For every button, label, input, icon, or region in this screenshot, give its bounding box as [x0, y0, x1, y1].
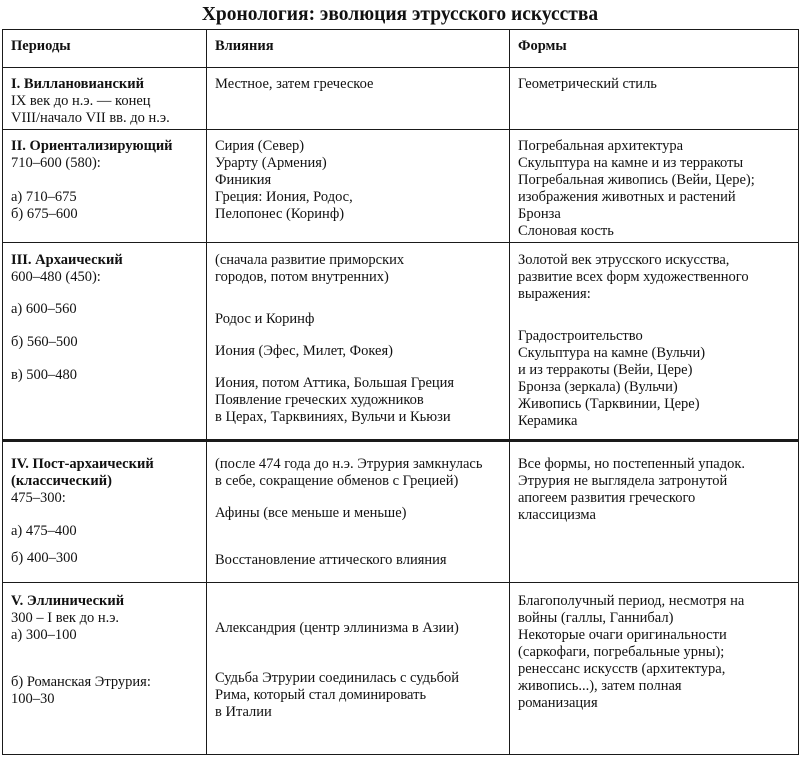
forms-cell — [510, 583, 799, 755]
header-forms: Формы — [510, 30, 799, 68]
forms-cell — [510, 243, 799, 441]
period-cell — [3, 441, 207, 583]
form-item: классицизма — [518, 507, 596, 523]
table-row-orientalizing — [3, 130, 799, 243]
form-item: Золотой век этрусского искусства, — [518, 252, 730, 268]
influence-item: Афины (все меньше и меньше) — [215, 505, 407, 521]
form-item: Некоторые очаги оригинальности — [518, 627, 727, 643]
subperiod: а) 300–100 — [11, 627, 77, 643]
period-dates: 600–480 (450): — [11, 269, 101, 285]
chronology-table — [2, 29, 799, 755]
subperiod: а) 475–400 — [11, 523, 77, 539]
form-item: Этрурия не выглядела затронутой — [518, 473, 728, 489]
influence-item: (после 474 года до н.э. Этрурия замкнулась — [215, 456, 483, 472]
form-item: Геометрический стиль — [518, 76, 657, 92]
influence-item: Родос и Коринф — [215, 311, 315, 327]
form-item: выражения: — [518, 286, 591, 302]
subperiod: б) 560–500 — [11, 334, 78, 350]
influence-item: Урарту (Армения) — [215, 155, 327, 171]
subperiod: б) 400–300 — [11, 550, 78, 566]
form-item: Слоновая кость — [518, 223, 614, 239]
period-cell — [3, 583, 207, 755]
period-cell — [3, 243, 207, 441]
subperiod: а) 600–560 — [11, 301, 77, 317]
influences-cell — [207, 68, 510, 130]
table-row-archaic — [3, 243, 799, 441]
period-name: II. Ориентализирующий — [11, 138, 173, 154]
influence-item: Иония, потом Аттика, Большая Греция — [215, 375, 455, 391]
period-cell — [3, 130, 207, 243]
influence-item: Местное, затем греческое — [215, 76, 374, 92]
form-item: изображения животных и растений — [518, 189, 736, 205]
form-item: и из терракоты (Вейи, Цере) — [518, 362, 693, 378]
form-item: Скульптура на камне и из терракоты — [518, 155, 744, 171]
subperiod: 100–30 — [11, 691, 55, 707]
influences-cell — [207, 243, 510, 441]
period-dates: IX век до н.э. — конец — [11, 93, 151, 109]
period-dates: 300 – I век до н.э. — [11, 610, 120, 626]
period-name: III. Архаический — [11, 252, 123, 268]
subperiod: в) 500–480 — [11, 367, 78, 383]
form-item: живопись...), затем полная — [518, 678, 682, 694]
form-item: Все формы, но постепенный упадок. — [518, 456, 745, 472]
influence-item: Иония (Эфес, Милет, Фокея) — [215, 343, 393, 359]
period-dates: 710–600 (580): — [11, 155, 101, 171]
table-row-post-archaic — [3, 441, 799, 583]
document-title: Хронология: эволюция этрусского искусства — [201, 4, 599, 25]
period-name: V. Эллинический — [11, 593, 125, 609]
header-influences: Влияния — [207, 30, 510, 68]
influence-item: Появление греческих художников — [215, 392, 424, 408]
influences-cell — [207, 583, 510, 755]
influence-item: Александрия (центр эллинизма в Азии) — [215, 620, 459, 636]
form-item: развитие всех форм художественного — [518, 269, 749, 285]
period-dates: 475–300: — [11, 490, 66, 506]
form-item: Керамика — [518, 413, 578, 429]
form-item: (саркофаги, погребальные урны); — [518, 644, 725, 660]
form-item: войны (галлы, Ганнибал) — [518, 610, 674, 626]
table-row-hellenistic — [3, 583, 799, 755]
form-item: Благополучный период, несмотря на — [518, 593, 745, 609]
period-dates: VIII/начало VII вв. до н.э. — [11, 110, 170, 126]
forms-cell — [510, 441, 799, 583]
period-name: I. Виллановианский — [11, 76, 144, 92]
table-header-row — [3, 30, 799, 68]
form-item: Градостроительство — [518, 328, 643, 344]
period-cell — [3, 68, 207, 130]
influences-cell — [207, 441, 510, 583]
period-name: IV. Пост-архаический — [11, 456, 154, 472]
influence-item: Греция: Иония, Родос, — [215, 189, 353, 205]
influence-item: Пелопонес (Коринф) — [215, 206, 345, 222]
influence-item: Сирия (Север) — [215, 138, 305, 154]
influence-item: Восстановление аттического влияния — [215, 552, 447, 568]
influence-item: Рима, который стал доминировать — [215, 687, 427, 703]
form-item: Живопись (Тарквинии, Цере) — [518, 396, 700, 412]
period-name: (классический) — [11, 473, 112, 489]
influences-cell — [207, 130, 510, 243]
influence-item: в Церах, Тарквиниях, Вульчи и Кьюзи — [215, 409, 451, 425]
influence-item: (сначала развитие приморских — [215, 252, 405, 268]
form-item: романизация — [518, 695, 598, 711]
influence-item: в себе, сокращение обменов с Грецией) — [215, 473, 459, 489]
influence-item: Судьба Этрурии соединилась с судьбой — [215, 670, 459, 686]
form-item: Скульптура на камне (Вульчи) — [518, 345, 706, 361]
form-item: Бронза — [518, 206, 561, 222]
header-periods: Периоды — [3, 30, 207, 68]
form-item: апогеем развития греческого — [518, 490, 696, 506]
table-row-villanovan — [3, 68, 799, 130]
subperiod: а) 710–675 — [11, 189, 77, 205]
forms-cell — [510, 130, 799, 243]
form-item: ренессанс искусств (архитектура, — [518, 661, 726, 677]
influence-item: Финикия — [215, 172, 272, 188]
form-item: Бронза (зеркала) (Вульчи) — [518, 379, 678, 395]
influence-item: в Италии — [215, 704, 272, 720]
forms-cell — [510, 68, 799, 130]
influence-item: городов, потом внутренних) — [215, 269, 389, 285]
form-item: Погребальная живопись (Вейи, Цере); — [518, 172, 755, 188]
subperiod: б) Романская Этрурия: — [11, 674, 151, 690]
subperiod: б) 675–600 — [11, 206, 78, 222]
form-item: Погребальная архитектура — [518, 138, 684, 154]
